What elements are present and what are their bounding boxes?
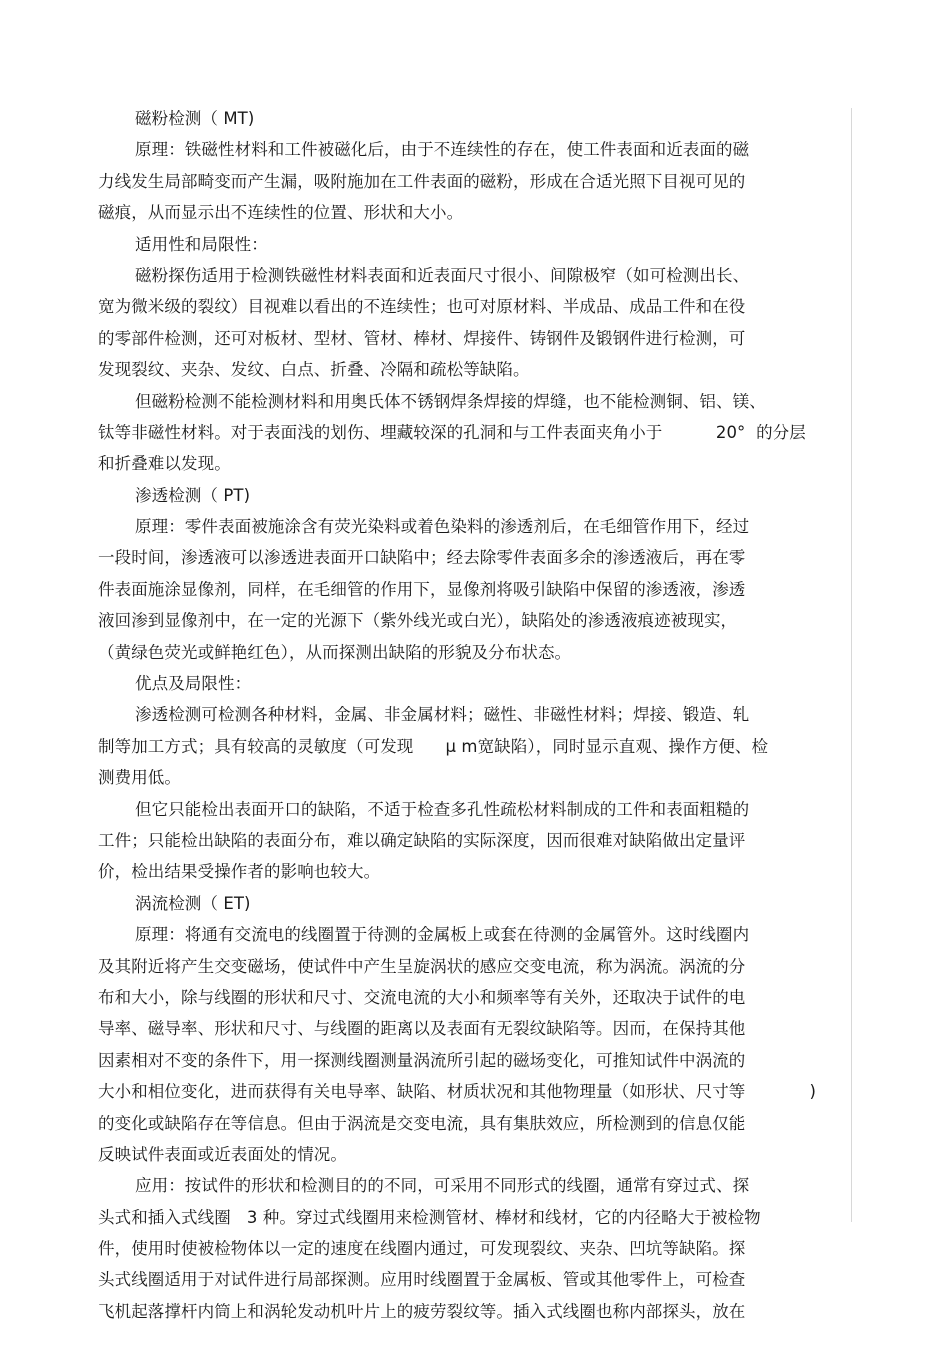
text-line: 一段时间，渗透液可以渗透进表面开口缺陷中；经去除零件表面多余的渗透液后，再在零 bbox=[98, 548, 746, 568]
text-line: 布和大小，除与线圈的形状和尺寸、交流电流的大小和频率等有关外，还取决于试件的电 bbox=[98, 987, 746, 1007]
text-line: 和折叠难以发现。 bbox=[98, 454, 231, 474]
text-line: 钛等非磁性材料。对于表面浅的划伤、埋藏较深的孔洞和与工件表面夹角小于 20° 的分层 bbox=[98, 422, 806, 442]
text-line: 原理：将通有交流电的线圈置于待测的金属板上或套在待测的金属管外。这时线圈内 bbox=[135, 925, 750, 945]
text-line: 涡流检测（ ET) bbox=[135, 893, 251, 913]
text-line: 应用：按试件的形状和检测目的的不同，可采用不同形式的线圈，通常有穿过式、探 bbox=[135, 1176, 750, 1196]
text-line: 头式线圈适用于对试件进行局部探测。应用时线圈置于金属板、管或其他零件上，可检查 bbox=[98, 1270, 746, 1290]
text-line: （黄绿色荧光或鲜艳红色），从而探测出缺陷的形貌及分布状态。 bbox=[98, 642, 572, 662]
text-line: 价，检出结果受操作者的影响也较大。 bbox=[98, 862, 381, 882]
text-line: 渗透检测可检测各种材料，金属、非金属材料；磁性、非磁性材料；焊接、锻造、轧 bbox=[135, 705, 750, 725]
text-line: 头式和插入式线圈 3 种。穿过式线圈用来检测管材、棒材和线材，它的内径略大于被检物 bbox=[98, 1207, 761, 1227]
text-line: 大小和相位变化，进而获得有关电导率、缺陷、材质状况和其他物理量（如形状、尺寸等 ) bbox=[98, 1082, 817, 1102]
document-body bbox=[98, 103, 850, 1327]
text-line: 及其附近将产生交变磁场，使试件中产生呈旋涡状的感应交变电流，称为涡流。涡流的分 bbox=[98, 956, 746, 976]
text-line: 磁粉探伤适用于检测铁磁性材料表面和近表面尺寸很小、间隙极窄（如可检测出长、 bbox=[135, 265, 750, 285]
text-line: 磁粉检测（ MT) bbox=[135, 109, 255, 128]
text-line: 力线发生局部畸变而产生漏，吸附施加在工件表面的磁粉，形成在合适光照下目视可见的 bbox=[98, 171, 746, 191]
text-line: 优点及局限性： bbox=[135, 674, 252, 694]
text-line: 液回渗到显像剂中，在一定的光源下（紫外线光或白光），缺陷处的渗透液痕迹被现实， bbox=[98, 611, 738, 631]
text-line: 因素相对不变的条件下，用一探测线圈测量涡流所引起的磁场变化，可推知试件中涡流的 bbox=[98, 1050, 746, 1070]
text-line: 反映试件表面或近表面处的情况。 bbox=[98, 1144, 347, 1164]
text-line: 但磁粉检测不能检测材料和用奥氏体不锈钢焊条焊接的焊缝，也不能检测铜、铝、镁、 bbox=[135, 391, 766, 411]
page-edge-rule bbox=[851, 108, 852, 1222]
text-line: 工件；只能检出缺陷的表面分布，难以确定缺陷的实际深度，因而很难对缺陷做出定量评 bbox=[98, 830, 746, 850]
text-line: 件，使用时使被检物体以一定的速度在线圈内通过，可发现裂纹、夹杂、凹坑等缺陷。探 bbox=[98, 1239, 746, 1259]
text-line: 原理：铁磁性材料和工件被磁化后，由于不连续性的存在，使工件表面和近表面的磁 bbox=[135, 140, 750, 160]
text-line: 制等加工方式；具有较高的灵敏度（可发现 μ m宽缺陷），同时显示直观、操作方便、检 bbox=[98, 736, 769, 756]
text-line: 磁痕，从而显示出不连续性的位置、形状和大小。 bbox=[98, 203, 464, 223]
text-line: 原理：零件表面被施涂含有荧光染料或着色染料的渗透剂后，在毛细管作用下，经过 bbox=[135, 517, 750, 537]
text-line: 发现裂纹、夹杂、发纹、白点、折叠、冷隔和疏松等缺陷。 bbox=[98, 360, 530, 380]
text-line: 适用性和局限性： bbox=[135, 234, 268, 254]
text-line: 的变化或缺陷存在等信息。但由于涡流是交变电流，具有集肤效应，所检测到的信息仅能 bbox=[98, 1113, 746, 1133]
text-line: 渗透检测（ PT) bbox=[135, 485, 251, 505]
text-line: 测费用低。 bbox=[98, 768, 181, 788]
text-line: 宽为微米级的裂纹）目视难以看出的不连续性；也可对原材料、半成品、成品工件和在役 bbox=[98, 297, 746, 317]
text-line: 导率、磁导率、形状和尺寸、与线圈的距离以及表面有无裂纹缺陷等。因而，在保持其他 bbox=[98, 1019, 746, 1039]
text-line: 但它只能检出表面开口的缺陷，不适于检查多孔性疏松材料制成的工件和表面粗糙的 bbox=[135, 799, 750, 819]
text-line: 飞机起落撑杆内筒上和涡轮发动机叶片上的疲劳裂纹等。插入式线圈也称内部探头，放在 bbox=[98, 1301, 746, 1321]
text-line: 的零部件检测，还可对板材、型材、管材、棒材、焊接件、铸钢件及锻钢件进行检测，可 bbox=[98, 328, 746, 348]
text-line: 件表面施涂显像剂，同样，在毛细管的作用下，显像剂将吸引缺陷中保留的渗透液，渗透 bbox=[98, 579, 746, 599]
